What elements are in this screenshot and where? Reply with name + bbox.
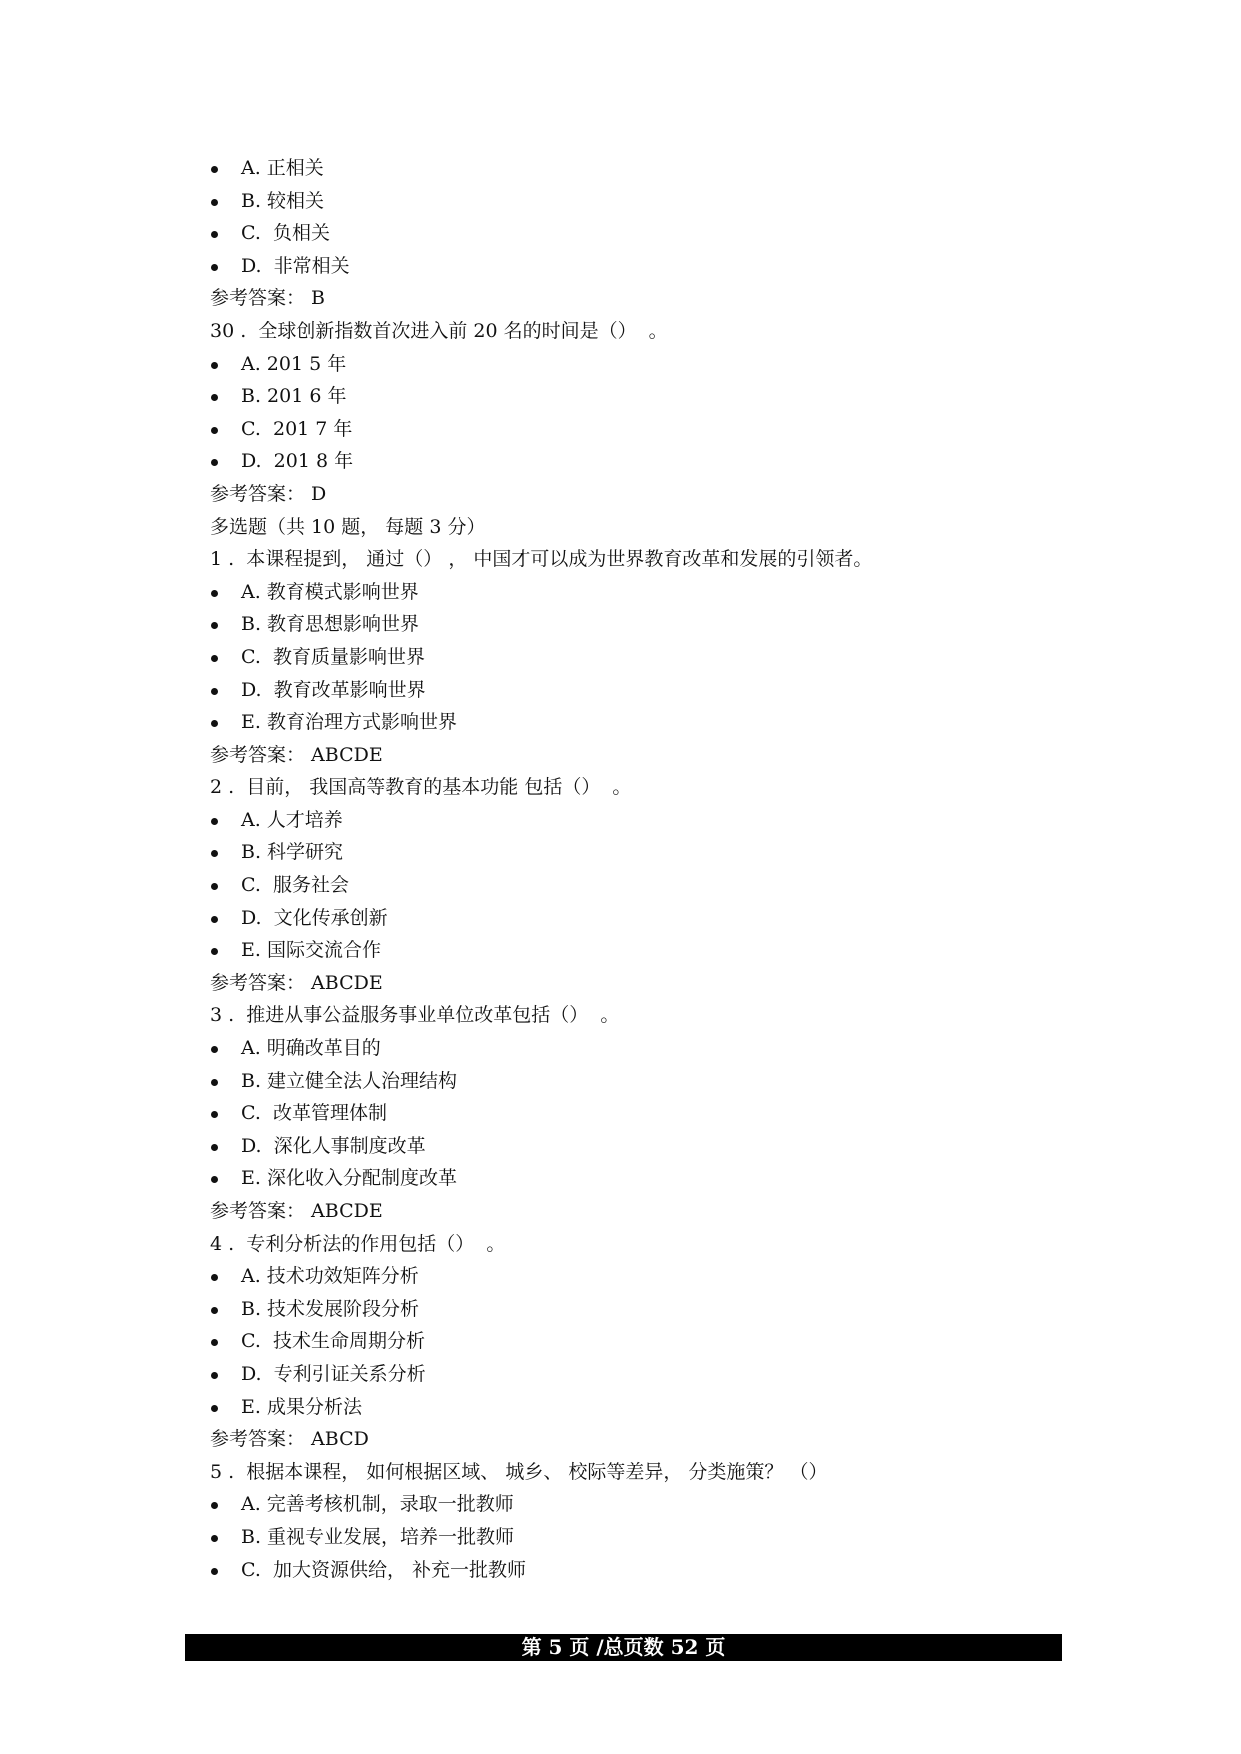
option-item: C. 201 7 年 — [210, 413, 1070, 446]
question-line: 5 . 根据本课程， 如何根据区域、 城乡、 校际等差异， 分类施策？ （） — [210, 1460, 828, 1483]
question-line: 4 . 专利分析法的作用包括（） 。 — [210, 1232, 506, 1255]
document-body — [210, 152, 1070, 1586]
option-item: C. 加大资源供给， 补充一批教师 — [210, 1554, 1070, 1587]
option-item: B. 201 6 年 — [210, 380, 1070, 413]
option-item: D. 专利引证关系分析 — [210, 1358, 1070, 1391]
answer-line: 参考答案： ABCDE — [210, 971, 383, 994]
option-item: D. 深化人事制度改革 — [210, 1130, 1070, 1163]
option-item: D. 201 8 年 — [210, 445, 1070, 478]
option-item: B. 教育思想影响世界 — [210, 608, 1070, 641]
option-item: C. 改革管理体制 — [210, 1097, 1070, 1130]
option-item: B. 重视专业发展，培养一批教师 — [210, 1521, 1070, 1554]
answer-line: 参考答案： ABCDE — [210, 743, 383, 766]
option-item: E. 深化收入分配制度改革 — [210, 1162, 1070, 1195]
option-item: B. 较相关 — [210, 185, 1070, 218]
option-item: B. 建立健全法人治理结构 — [210, 1065, 1070, 1098]
option-item: A. 教育模式影响世界 — [210, 576, 1070, 609]
option-item: E. 教育治理方式影响世界 — [210, 706, 1070, 739]
option-item: C. 负相关 — [210, 217, 1070, 250]
question-line: 30 . 全球创新指数首次进入前 20 名的时间是（） 。 — [210, 319, 668, 342]
option-item: A. 明确改革目的 — [210, 1032, 1070, 1065]
option-item: E. 国际交流合作 — [210, 934, 1070, 967]
option-item: E. 成果分析法 — [210, 1391, 1070, 1424]
question-line: 3 . 推进从事公益服务事业单位改革包括（） 。 — [210, 1004, 620, 1027]
option-item: C. 教育质量影响世界 — [210, 641, 1070, 674]
option-item: B. 技术发展阶段分析 — [210, 1293, 1070, 1326]
option-item: D. 文化传承创新 — [210, 902, 1070, 935]
question-line: 1 . 本课程提到， 通过（） ， 中国才可以成为世界教育改革和发展的引领者。 — [210, 548, 873, 571]
option-item: C. 技术生命周期分析 — [210, 1325, 1070, 1358]
option-item: A. 技术功效矩阵分析 — [210, 1260, 1070, 1293]
option-item: B. 科学研究 — [210, 836, 1070, 869]
answer-line: 参考答案： B — [210, 287, 326, 310]
answer-line: 参考答案： ABCD — [210, 1428, 369, 1451]
question-line: 2 . 目前， 我国高等教育的基本功能 包括（） 。 — [210, 776, 632, 799]
option-item: A. 完善考核机制，录取一批教师 — [210, 1488, 1070, 1521]
option-item: C. 服务社会 — [210, 869, 1070, 902]
section-heading: 多选题（共 10 题， 每题 3 分） — [210, 515, 486, 538]
page-footer: 第 5 页 /总页数 52 页 — [185, 1634, 1062, 1661]
answer-line: 参考答案： D — [210, 482, 327, 505]
option-item: D. 非常相关 — [210, 250, 1070, 283]
option-item: A. 201 5 年 — [210, 348, 1070, 381]
option-item: D. 教育改革影响世界 — [210, 674, 1070, 707]
answer-line: 参考答案： ABCDE — [210, 1200, 383, 1222]
option-item: A. 人才培养 — [210, 804, 1070, 837]
option-item: A. 正相关 — [210, 152, 1070, 185]
